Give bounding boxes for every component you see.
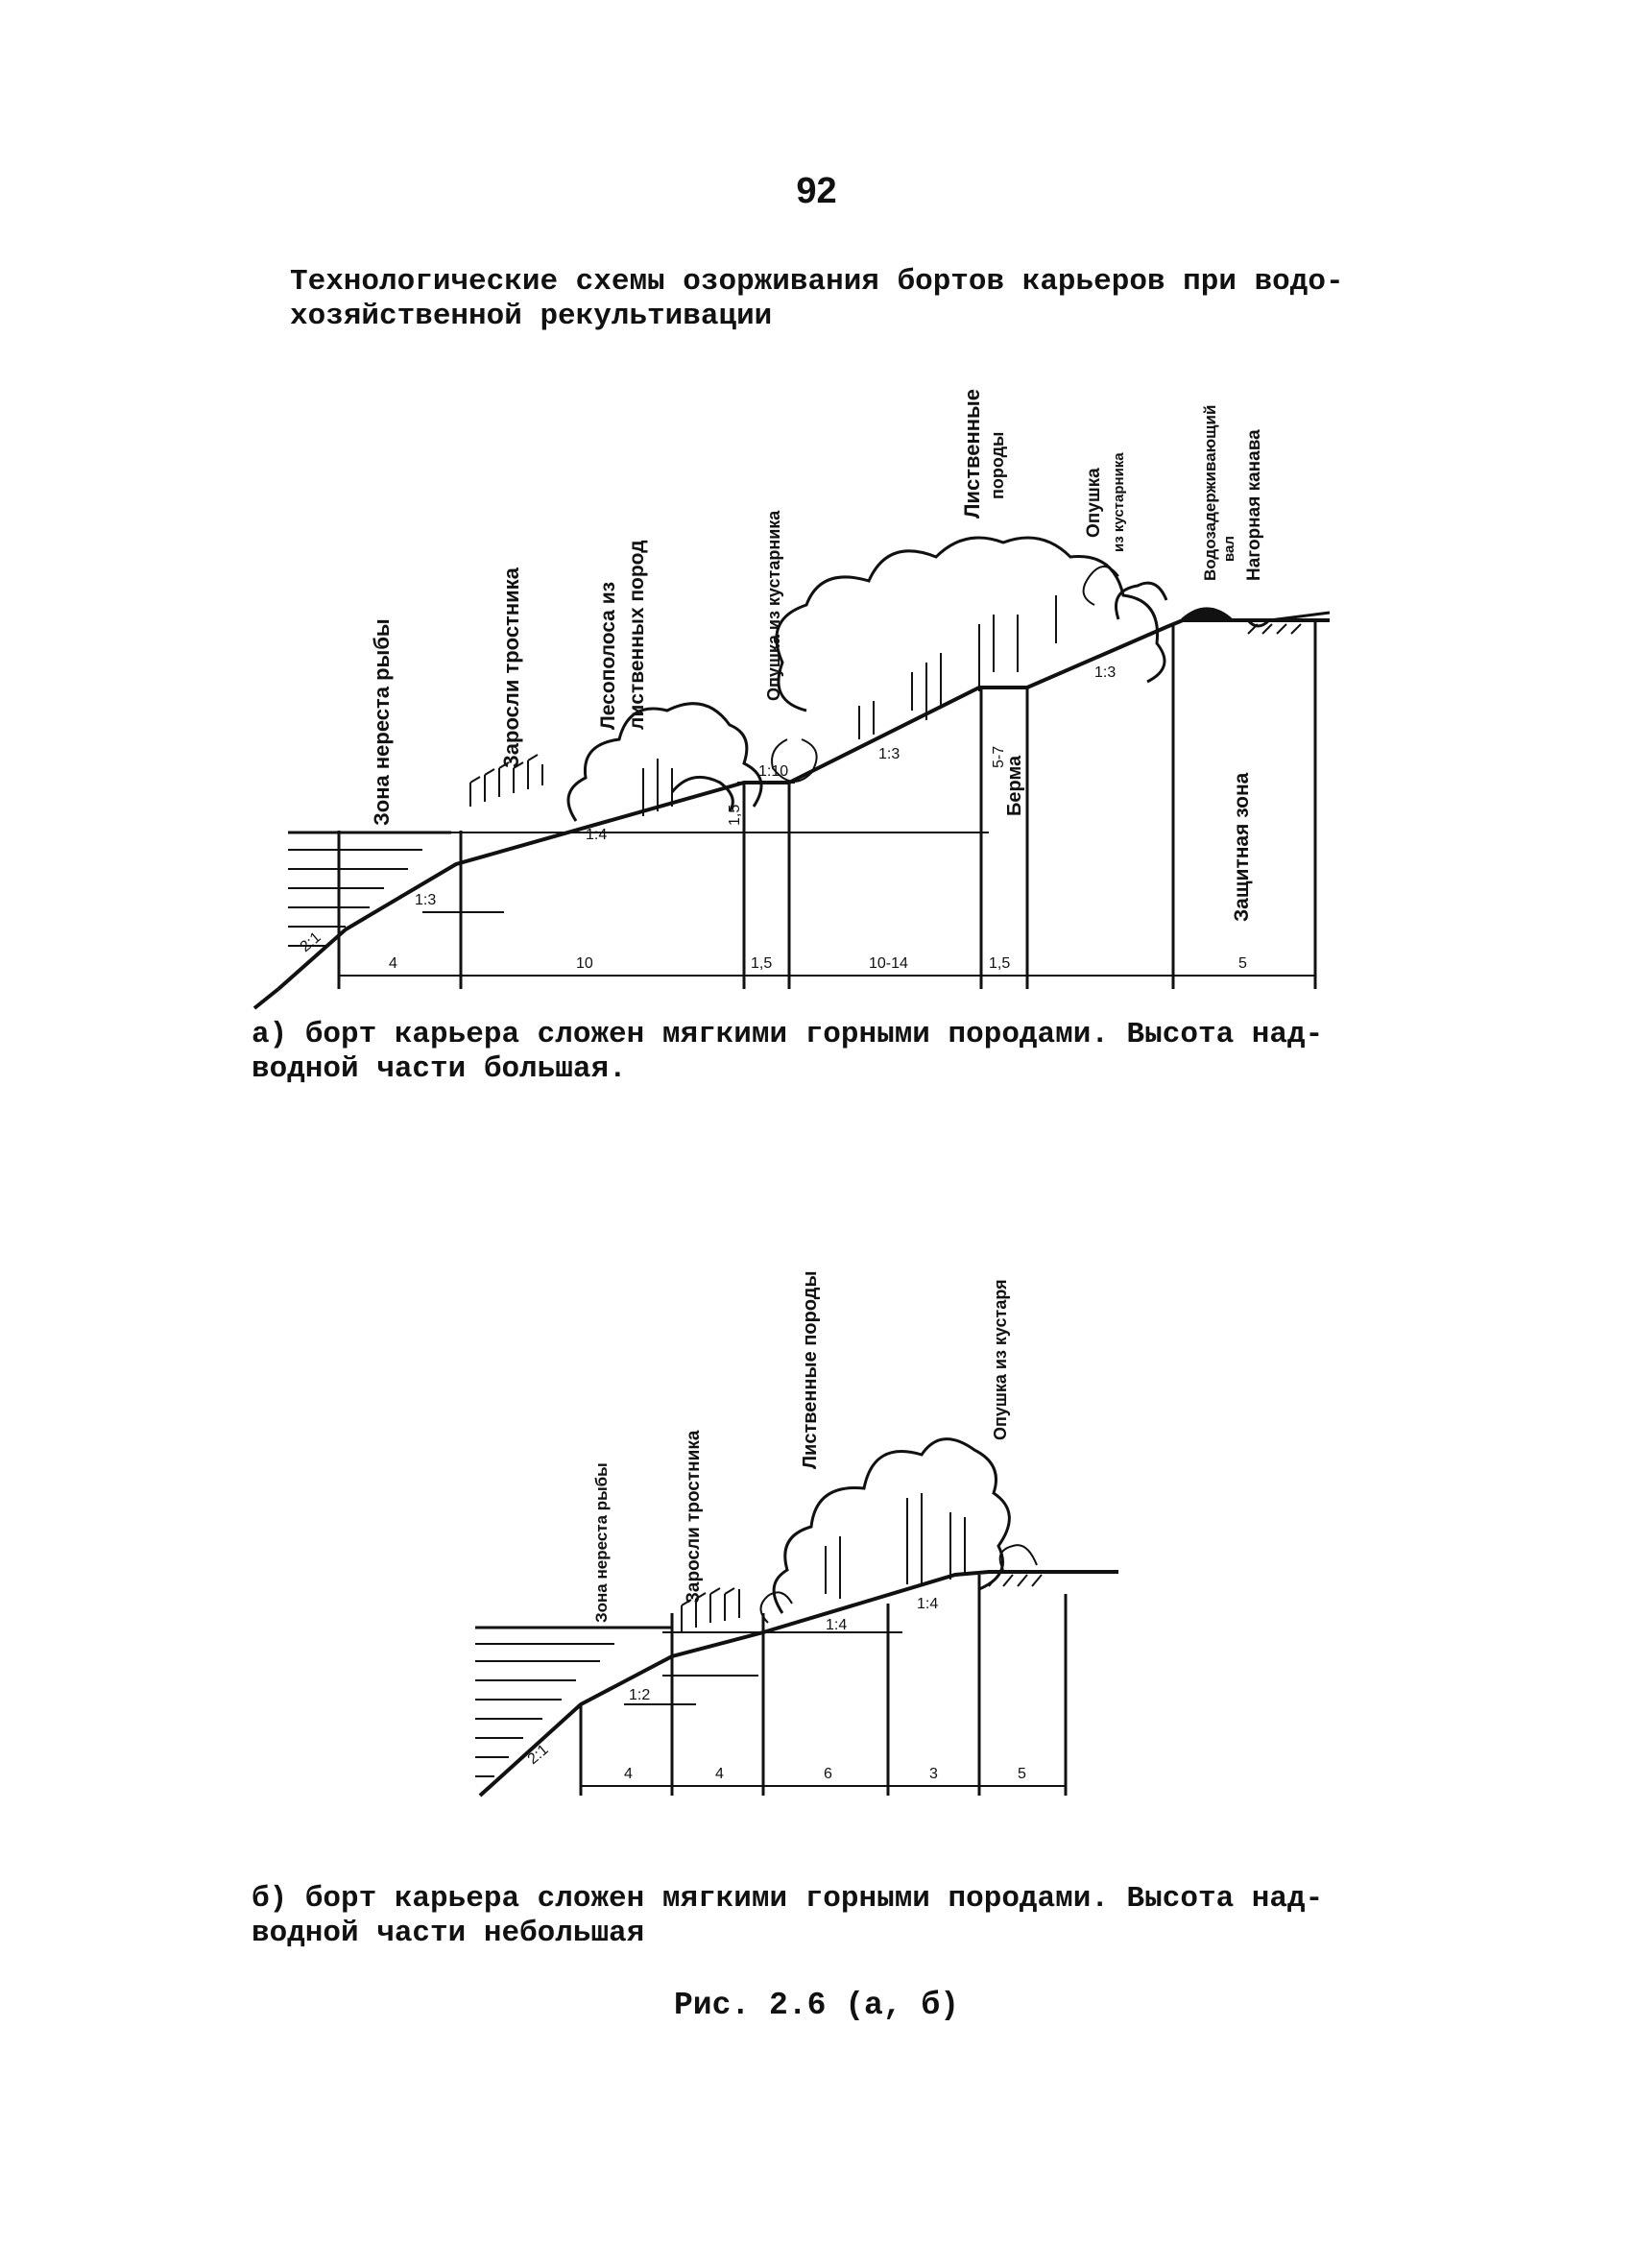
height-a-1: 1,5 xyxy=(727,804,743,826)
height-a-2: 5-7 xyxy=(991,745,1007,768)
slope-a-2: 1:3 xyxy=(415,892,437,908)
label-edge2-2-a: из кустарника xyxy=(1111,452,1127,552)
label-dam-1-a: Водозадерживающий xyxy=(1201,404,1219,581)
label-deciduous-1-a: Лиственные xyxy=(960,388,984,519)
dim-a-5: 1,5 xyxy=(989,955,1011,972)
label-protect-a: Защитная зона xyxy=(1231,772,1253,922)
label-deciduous-b: Лиственные породы xyxy=(800,1270,821,1469)
slope-a-6: 1:3 xyxy=(1094,664,1117,681)
slope-b-2: 1:2 xyxy=(629,1687,651,1703)
slope-a-5: 1:3 xyxy=(878,746,901,762)
slope-a-4: 1:10 xyxy=(758,763,789,780)
caption-b: б) борт карьера сложен мягкими горными породами. Высота над-водной части небольшая xyxy=(252,1882,1324,1950)
dim-a-4: 10-14 xyxy=(869,955,908,972)
dim-a-3: 1,5 xyxy=(751,955,773,972)
label-edge-b: Опушка из кустаря xyxy=(991,1279,1010,1440)
slope-b-1: 2:1 xyxy=(524,1741,552,1769)
dam-mound-a xyxy=(1183,610,1231,620)
label-spawning-a: Зона нереста рыбы xyxy=(370,618,394,826)
label-berm-a: Берма xyxy=(1004,755,1025,816)
dim-b-5: 5 xyxy=(1018,1766,1026,1782)
label-reeds-a: Заросли тростника xyxy=(499,567,523,768)
label-spawning-b: Зона нереста рыбы xyxy=(592,1462,611,1623)
dim-b-1: 4 xyxy=(624,1766,633,1782)
label-ditch-a: Нагорная канава xyxy=(1244,429,1264,581)
slope-b-4: 1:4 xyxy=(917,1596,939,1612)
label-reeds-b: Заросли тростника xyxy=(684,1430,704,1604)
slope-b-3: 1:4 xyxy=(826,1617,848,1633)
dim-a-2: 10 xyxy=(576,955,593,972)
label-forest-strip-2-a: лиственных пород xyxy=(626,540,648,730)
page-title: Технологические схемы озорживания бортов карьеров при водо-хозяйственной рекультивации xyxy=(290,265,1344,333)
slope-a-1: 2:1 xyxy=(297,929,324,956)
caption-a: а) борт карьера сложен мягкими горными породами. Высота над-водной части большая. xyxy=(252,1018,1324,1086)
label-dam-2-a: вал xyxy=(1221,536,1237,562)
ground-profile-b xyxy=(480,1572,1118,1796)
dim-a-6: 5 xyxy=(1238,955,1247,972)
labels-b xyxy=(592,1270,1010,1623)
label-forest-strip-1-a: Лесополоса из xyxy=(597,581,619,730)
dim-b-2: 4 xyxy=(715,1766,724,1782)
slope-a-3: 1:4 xyxy=(586,827,608,843)
label-edge-shrub-a: Опушка из кустарника xyxy=(764,510,783,701)
dim-b-3: 6 xyxy=(824,1766,832,1782)
label-deciduous-2-a: породы xyxy=(988,431,1007,499)
figure-caption: Рис. 2.6 (а, б) xyxy=(673,1988,960,2023)
dim-a-1: 4 xyxy=(389,955,397,972)
diagram-b xyxy=(475,1439,1118,1796)
annotations-b xyxy=(525,1596,1026,1782)
labels-a xyxy=(370,389,1264,922)
water-a xyxy=(288,832,451,946)
diagram-a xyxy=(254,538,1330,1008)
trees-a2 xyxy=(772,538,1165,782)
label-edge2-1-a: Опушка xyxy=(1084,468,1104,538)
shrubs-a xyxy=(1084,567,1166,619)
page-number: 92 xyxy=(796,171,837,211)
annotations-a xyxy=(298,664,1247,972)
dim-b-4: 3 xyxy=(929,1766,938,1782)
